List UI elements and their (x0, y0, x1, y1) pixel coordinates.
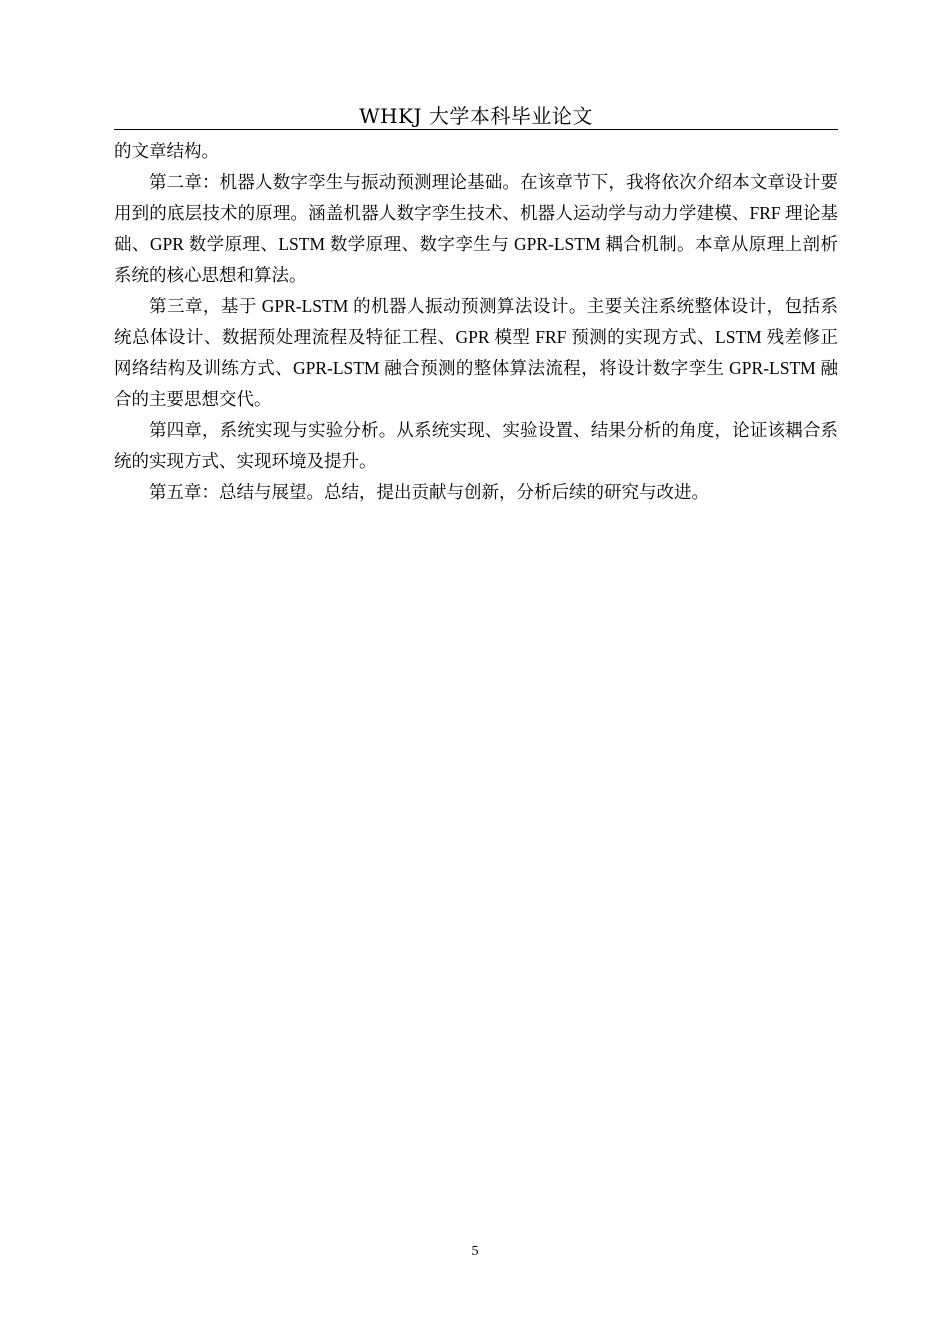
paragraph-chapter-4: 第四章，系统实现与实验分析。从系统实现、实验设置、结果分析的角度，论证该耦合系统的实现方式、实现环境及提升。 (114, 420, 838, 471)
page-header-title: WHKJ 大学本科毕业论文 (359, 104, 593, 128)
header-rule (114, 129, 838, 130)
paragraph-chapter-2: 第二章：机器人数字孪生与振动预测理论基础。在该章节下，我将依次介绍本文章设计要用到的底层技术的原理。涵盖机器人数字孪生技术、机器人运动学与动力学建模、FRF 理论基础、GPR 数学原理、LSTM 数学原理、数字孪生与 GPR-LSTM 耦合机制。本章从原理上剖析系统的核心思想和算法。 (114, 172, 838, 285)
paragraph-continuation: 的文章结构。 (114, 141, 219, 161)
page-number: 5 (471, 1244, 479, 1259)
paragraph-chapter-3: 第三章，基于 GPR-LSTM 的机器人振动预测算法设计。主要关注系统整体设计，包括系统总体设计、数据预处理流程及特征工程、GPR 模型 FRF 预测的实现方式、LSTM 残差修正网络结构及训练方式、GPR-LSTM 融合预测的整体算法流程，将设计数字孪生 GPR-LSTM 融合的主要思想交代。 (114, 296, 838, 409)
paragraph-chapter-5: 第五章：总结与展望。总结，提出贡献与创新，分析后续的研究与改进。 (149, 482, 709, 502)
body-text (114, 136, 838, 508)
